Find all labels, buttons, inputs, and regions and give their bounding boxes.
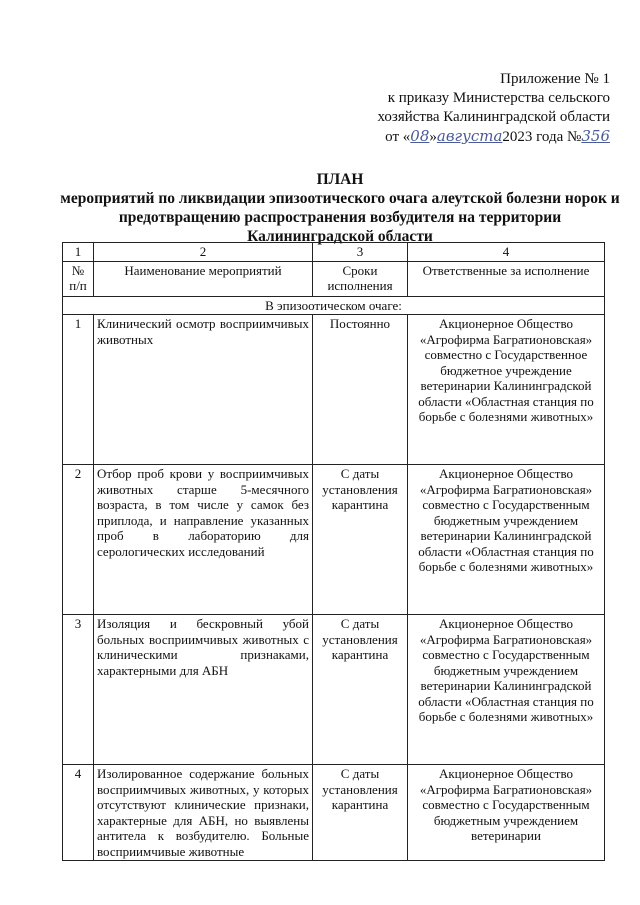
row-name: Отбор проб крови у восприимчивых животных старше 5-месячного возраста, в том числе у самок без приплода, и направление указанных проб в лабораторию для серологических исследований (94, 465, 313, 615)
row-term: С даты установления карантина (313, 765, 408, 861)
header-row (63, 261, 605, 296)
column-number: 1 (63, 243, 94, 262)
date-year: 2023 года № (502, 129, 582, 145)
plan-heading: ПЛАН (316, 171, 364, 188)
header-term: Сроки исполнения (313, 261, 408, 296)
section-label: В эпизоотическом очаге: (63, 296, 605, 315)
row-num: 3 (63, 615, 94, 765)
table-row (63, 465, 605, 615)
plan-subheading: мероприятий по ликвидации эпизоотического очага алеутской болезни норок и предотвращению распространения возбудителя на территории Калининградской области (60, 190, 620, 245)
row-term: С даты установления карантина (313, 615, 408, 765)
row-responsible: Акционерное Общество «Агрофирма Багратионовская» совместно с Государственным бюджетным учреждением ветеринарии (408, 765, 605, 861)
row-responsible: Акционерное Общество «Агрофирма Багратионовская» совместно с Государственным бюджетным учреждением ветеринарии Калининградской области «Областная станция по борьбе с болезнями животных» (408, 465, 605, 615)
row-num: 4 (63, 765, 94, 861)
order-number: 356 (581, 127, 610, 145)
row-num: 2 (63, 465, 94, 615)
row-name: Изоляция и бескровный убой больных восприимчивых животных с клиническими признаками, характерными для АБН (94, 615, 313, 765)
row-name: Клинический осмотр восприимчивых животных (94, 315, 313, 465)
row-responsible: Акционерное Общество «Агрофирма Багратионовская» совместно с Государственное бюджетное учреждение ветеринарии Калининградской области «Областная станция по борьбе с болезнями животных» (408, 315, 605, 465)
appendix-block (310, 70, 610, 147)
column-number: 4 (408, 243, 605, 262)
row-name: Изолированное содержание больных восприимчивых животных, у которых отсутствуют клинические признаки, характерные для АБН, но выявлены антитела к возбудителю. Больные восприимчивые животные (94, 765, 313, 861)
date-month: августа (436, 127, 503, 145)
table-row (63, 765, 605, 861)
appendix-line-1: Приложение № 1 (500, 71, 610, 87)
column-number-row (63, 243, 605, 262)
appendix-line-2: к приказу Министерства сельского (387, 90, 610, 106)
table-row (63, 315, 605, 465)
table-row (63, 615, 605, 765)
date-mid: » (429, 129, 437, 145)
row-num: 1 (63, 315, 94, 465)
row-responsible: Акционерное Общество «Агрофирма Багратионовская» совместно с Государственным бюджетным учреждением ветеринарии Калининградской области «Областная станция по борьбе с болезнями животных» (408, 615, 605, 765)
appendix-date-line (310, 127, 610, 147)
row-term: Постоянно (313, 315, 408, 465)
header-name: Наименование мероприятий (94, 261, 313, 296)
column-number: 3 (313, 243, 408, 262)
header-num: № п/п (63, 261, 94, 296)
plan-table (62, 242, 605, 861)
appendix-line-3: хозяйства Калининградской области (377, 109, 610, 125)
column-number: 2 (94, 243, 313, 262)
document-title (60, 170, 620, 246)
row-term: С даты установления карантина (313, 465, 408, 615)
section-row (63, 296, 605, 315)
date-day: 08 (410, 127, 430, 145)
header-responsible: Ответственные за исполнение (408, 261, 605, 296)
date-prefix: от « (385, 129, 411, 145)
